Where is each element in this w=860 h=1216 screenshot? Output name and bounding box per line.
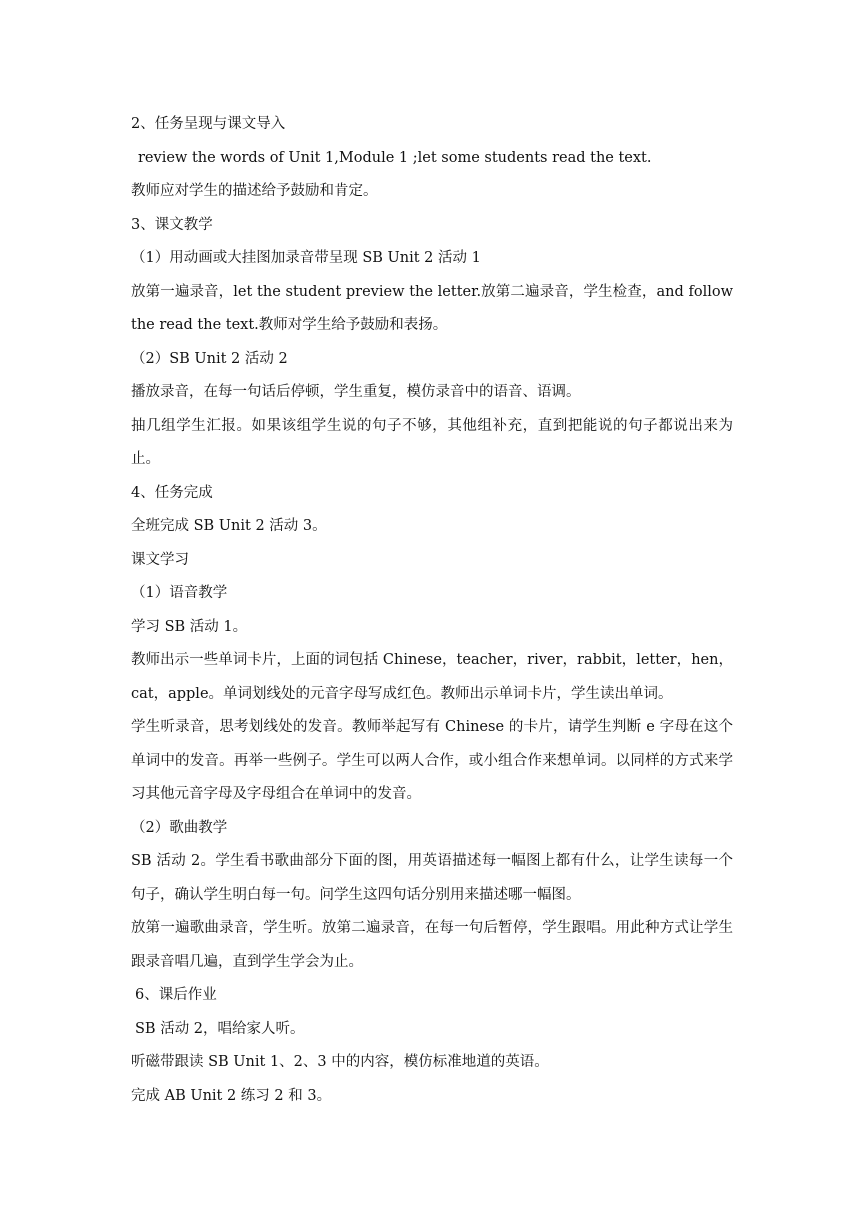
section-heading-homework: 6、课后作业	[135, 987, 217, 1003]
subheading-phonics: （1）语音教学	[131, 585, 228, 601]
document-body	[131, 108, 733, 1113]
section-heading-text-study: 课文学习	[131, 551, 189, 568]
section-heading-task-completion: 4、任务完成	[131, 484, 213, 501]
subheading-song-teaching: （2）歌曲教学	[131, 819, 228, 836]
section-heading-task-presentation: 2、任务呈现与课文导入	[131, 116, 286, 132]
paragraph-teacher-encourage: 教师应对学生的描述给予鼓励和肯定。	[131, 183, 378, 199]
paragraph-complete-exercises: 完成 AB Unit 2 练习 2 和 3。	[131, 1087, 332, 1104]
paragraph-word-cards: 教师出示一些单词卡片，上面的词包括 Chinese，teacher，river，rabbit，letter，hen，cat，apple。单词划线处的元音字母写成红色。教师出示单词卡片，学生读出单词。	[131, 652, 733, 702]
paragraph-class-complete: 全班完成 SB Unit 2 活动 3。	[131, 518, 327, 534]
paragraph-play-recording: 放第一遍录音，let the student preview the letter.放第二遍录音，学生检查，and follow the read the text.教师对学生给予鼓励和表扬。	[131, 283, 733, 333]
paragraph-play-repeat: 播放录音，在每一句话后停顿，学生重复，模仿录音中的语音、语调。	[131, 384, 581, 400]
subheading-activity-2: （2）SB Unit 2 活动 2	[131, 350, 288, 367]
section-heading-text-teaching: 3、课文教学	[131, 216, 213, 233]
paragraph-song-activity: SB 活动 2。学生看书歌曲部分下面的图，用英语描述每一幅图上都有什么，让学生读每一个句子，确认学生明白每一句。问学生这四句话分别用来描述哪一幅图。	[131, 853, 733, 903]
paragraph-sing-family: SB 活动 2，唱给家人听。	[135, 1020, 305, 1037]
paragraph-listen-pronunciation: 学生听录音，思考划线处的发音。教师举起写有 Chinese 的卡片，请学生判断 e 字母在这个单词中的发音。再举一些例子。学生可以两人合作，或小组合作来想单词。以同样的方式来学习其他元音字母及字母组合在单词中的发音。	[131, 719, 733, 802]
paragraph-review-words: review the words of Unit 1,Module 1 ;let some students read the text.	[138, 149, 652, 166]
subheading-activity-1: （1）用动画或大挂图加录音带呈现 SB Unit 2 活动 1	[131, 250, 481, 266]
paragraph-group-report: 抽几组学生汇报。如果该组学生说的句子不够，其他组补充，直到把能说的句子都说出来为止。	[131, 417, 733, 467]
paragraph-study-activity-1: 学习 SB 活动 1。	[131, 618, 248, 635]
paragraph-song-recording: 放第一遍歌曲录音，学生听。放第二遍录音，在每一句后暂停，学生跟唱。用此种方式让学生跟录音唱几遍，直到学生学会为止。	[131, 920, 733, 970]
paragraph-listen-tape: 听磁带跟读 SB Unit 1、2、3 中的内容，模仿标准地道的英语。	[131, 1054, 549, 1070]
